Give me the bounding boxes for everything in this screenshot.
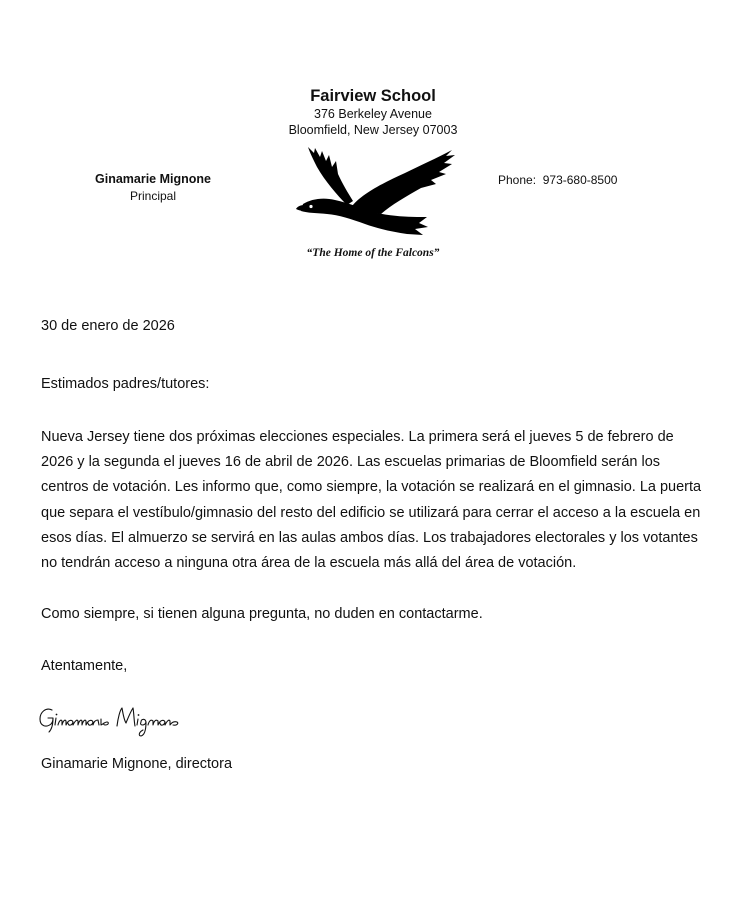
principal-title: Principal — [129, 189, 177, 203]
phone-label: Phone: — [498, 173, 537, 187]
falcon-icon — [295, 147, 455, 239]
school-street-address: 376 Berkeley Avenue — [314, 107, 432, 121]
phone-line — [498, 173, 617, 187]
letter-date: 30 de enero de 2026 — [41, 318, 175, 334]
handwritten-signature — [38, 702, 203, 740]
school-city-address: Bloomfield, New Jersey 07003 — [288, 123, 458, 137]
school-name: Fairview School — [310, 87, 436, 105]
letter-body-paragraph: Nueva Jersey tiene dos próximas elecciones especiales. La primera será el jueves 5 de febrero de 2026 y la segunda el jueves 16 de abril de 2026. Las escuelas primarias de Bloomfield serán los centros de votación. Les informo que, como siempre, la votación se realizará en el gimnasio. La puerta que separa el vestíbulo/gimnasio del resto del edificio se utilizará para cerrar el acceso a la escuela en esos días. El almuerzo se servirá en las aulas ambos días. Los trabajadores electorales y los votantes no tendrán acceso a ninguna otra área de la escuela más allá del área de votación. — [41, 429, 702, 572]
letter-contact-line: Como siempre, si tienen alguna pregunta, no duden en contactarme. — [41, 606, 483, 622]
signature-name: Ginamarie Mignone, directora — [41, 756, 233, 772]
phone-number: 973-680-8500 — [542, 173, 618, 187]
letter-sign-off: Atentamente, — [41, 658, 128, 674]
letter-greeting: Estimados padres/tutores: — [41, 376, 210, 392]
principal-name: Ginamarie Mignone — [95, 172, 211, 186]
school-motto: “The Home of the Falcons” — [306, 247, 440, 259]
